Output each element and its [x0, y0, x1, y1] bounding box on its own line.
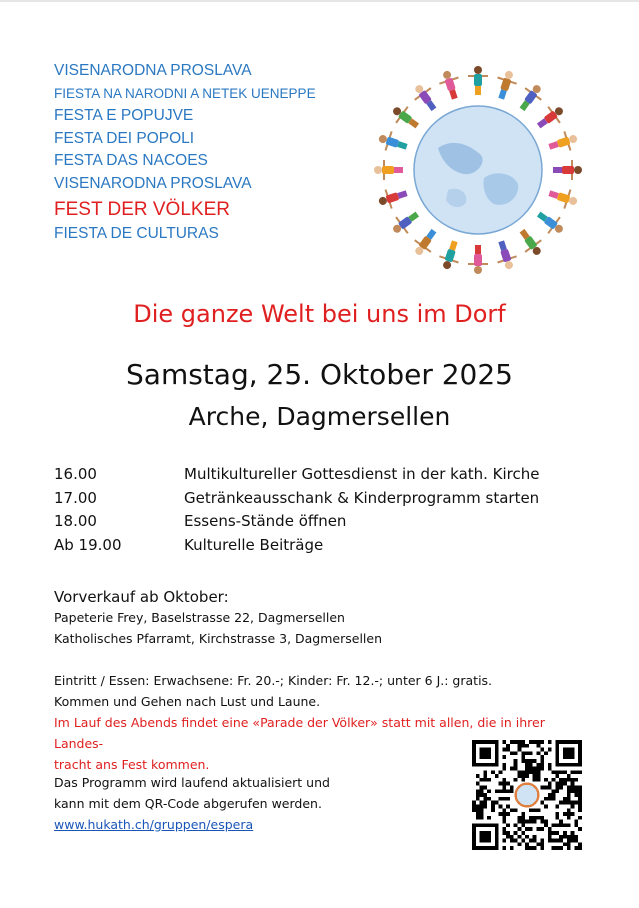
schedule-description: Essens-Stände öffnen	[184, 512, 347, 530]
event-names-list	[54, 60, 394, 245]
schedule-time: 16.00	[54, 465, 97, 483]
event-name: FEST DER VÖLKER	[54, 198, 230, 220]
schedule-list	[54, 465, 574, 559]
schedule-time: Ab 19.00	[54, 535, 122, 554]
schedule-row	[54, 465, 574, 489]
schedule-time: 17.00	[54, 488, 97, 507]
event-name: FESTA DAS NACOES	[54, 152, 208, 170]
schedule-time: 18.00	[54, 512, 97, 530]
qr-code-icon[interactable]	[472, 740, 582, 850]
event-name: FIESTA NA NARODNI A NETEK UENEPPE	[54, 85, 316, 101]
event-date: Samstag, 25. Oktober 2025	[126, 358, 513, 391]
schedule-description: Getränkeausschank & Kinderprogramm starten	[184, 488, 540, 507]
slogan: Die ganze Welt bei uns im Dorf	[133, 300, 506, 328]
top-border	[0, 0, 639, 2]
event-name: FESTA DEI POPOLI	[54, 129, 195, 147]
footer-text-line2: kann mit dem QR-Code abgerufen werden.	[54, 796, 322, 811]
website-link[interactable]: www.hukath.ch/gruppen/espera	[54, 817, 254, 832]
event-name: VISENARODNA PROSLAVA	[54, 174, 252, 192]
schedule-description: Kulturelle Beiträge	[184, 535, 324, 554]
presale-location: Papeterie Frey, Baselstrasse 22, Dagmersellen	[54, 610, 345, 625]
parade-text-line1: Im Lauf des Abends findet eine «Parade der Völker» statt mit allen, die in ihrer Landes-	[54, 715, 545, 751]
footer-section	[54, 772, 354, 835]
schedule-row	[54, 536, 574, 560]
prices-text: Eintritt / Essen: Erwachsene: Fr. 20.-; Kinder: Fr. 12.-; unter 6 J.: gratis.	[54, 673, 493, 688]
event-place: Arche, Dagmersellen	[188, 402, 451, 431]
presale-location: Katholisches Pfarramt, Kirchstrasse 3, Dagmersellen	[54, 631, 382, 646]
globe-with-people-ring-icon	[368, 58, 588, 280]
come-go-text: Kommen und Gehen nach Lust und Laune.	[54, 694, 321, 709]
schedule-row	[54, 512, 574, 536]
parade-text-line2: tracht ans Fest kommen.	[54, 757, 210, 772]
schedule-row	[54, 489, 574, 513]
presale-heading: Vorverkauf ab Oktober:	[54, 588, 229, 606]
schedule-description: Multikultureller Gottesdienst in der kath. Kirche	[184, 465, 540, 483]
presale-section	[54, 588, 594, 652]
event-name: VISENARODNA PROSLAVA	[54, 62, 252, 79]
event-name: FESTA E POPUJVE	[54, 107, 194, 125]
event-name: FIESTA DE CULTURAS	[54, 224, 219, 242]
footer-text-line1: Das Programm wird laufend aktualisiert und	[54, 775, 330, 790]
